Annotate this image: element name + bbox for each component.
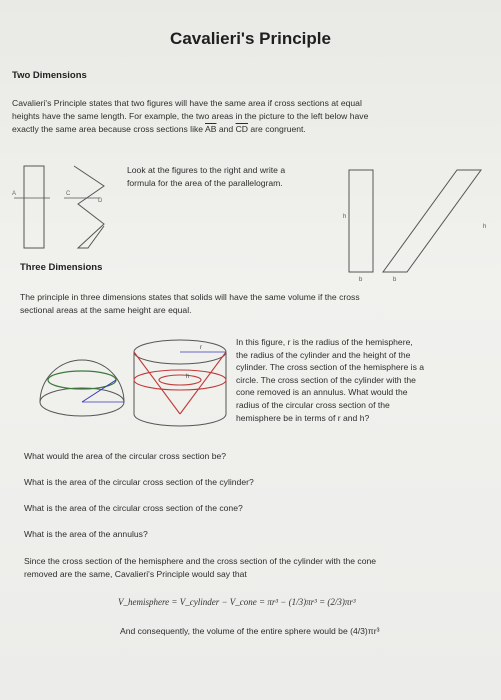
- cylinder-bottom: [134, 414, 226, 426]
- conclusion-line-2: removed are the same, Cavalieri's Principle would say that: [24, 569, 247, 579]
- label-h-rect: h: [343, 214, 347, 220]
- two-dim-line-2: heights have the same length. For example, the two areas in the picture to the left below have: [12, 111, 369, 121]
- prompt-line-2: formula for the area of the parallelogram.: [127, 178, 283, 188]
- hemisphere-outline: [40, 360, 124, 402]
- fig-desc-line-1: In this figure, r is the radius of the hemisphere,: [236, 337, 413, 347]
- fig-desc-line-5: cone removed is an annulus. What would the: [236, 387, 408, 398]
- question-2: What is the area of the circular cross section of the cylinder?: [24, 477, 254, 487]
- fig-desc-line-6: radius of the circular cross section of the: [236, 399, 390, 410]
- label-c: C: [66, 191, 71, 197]
- fig-desc-line-4: circle. The cross section of the cylinder with the: [236, 374, 416, 385]
- volume-formula: V_hemisphere = V_cylinder − V_cone = πr³ − (1/3)πr³ = (2/3)πr³: [118, 597, 356, 607]
- rectangle: [349, 170, 373, 272]
- curved-figure: [74, 166, 104, 248]
- segment-cd: $\overline{CD}$: [235, 124, 248, 134]
- hemisphere-cylinder-figure: [30, 332, 235, 437]
- three-dimensions-paragraph: [20, 291, 490, 317]
- conclusion-paragraph: [24, 555, 494, 581]
- label-d: D: [98, 198, 103, 204]
- label-b-rect: b: [359, 277, 363, 283]
- label-a: A: [12, 191, 17, 197]
- question-3: What is the area of the circular cross section of the cone?: [24, 503, 243, 513]
- segment-ab: $\overline{AB}$: [204, 124, 217, 134]
- prompt-line-1: Look at the figures to the right and write a: [127, 165, 286, 175]
- conclusion-line-1: Since the cross section of the hemisphere and the cross section of the cylinder with the cone: [24, 556, 377, 566]
- two-dim-line-1: Cavalieri's Principle states that two figures will have the same area if cross sections at equal: [12, 98, 362, 108]
- three-dim-line-1: The principle in three dimensions states that solids will have the same volume if the cross: [20, 292, 360, 302]
- label-h-parallelogram: h: [483, 224, 487, 230]
- figure-description: [236, 336, 494, 424]
- cone-left: [134, 352, 180, 414]
- rectangle-figure: [24, 166, 44, 248]
- cylinder-cross-section: [134, 370, 226, 390]
- two-dimension-figures: [8, 158, 128, 258]
- fig-desc-line-3: cylinder. The cross section of the hemisphere is a: [236, 362, 425, 373]
- two-dim-line-3: exactly the same area because cross sections like $\overline{AB}$ and $\overline{CD}$ are congruent.: [12, 124, 306, 134]
- three-dimensions-heading: Three Dimensions: [20, 262, 103, 273]
- three-dim-line-2: sectional areas at the same height are equal.: [20, 305, 192, 315]
- sphere-volume-conclusion: And consequently, the volume of the entire sphere would be (4/3)πr³: [120, 626, 380, 636]
- question-4: What is the area of the annulus?: [24, 529, 148, 539]
- two-dimensions-paragraph: [12, 97, 492, 136]
- question-1: What would the area of the circular cross section be?: [24, 451, 227, 461]
- fig-desc-line-7: hemisphere be in terms of r and h?: [236, 412, 370, 423]
- label-h-3d: h: [186, 374, 190, 380]
- parallelogram: [383, 170, 481, 272]
- cone-right: [180, 352, 226, 414]
- fig-desc-line-2: the radius of the cylinder and the height of the: [236, 349, 411, 360]
- label-b-parallelogram: b: [393, 277, 397, 283]
- rectangle-parallelogram-figure: [335, 160, 495, 285]
- two-dimensions-heading: Two Dimensions: [12, 70, 87, 81]
- hemisphere-radius-line: [82, 380, 116, 402]
- cone-cross-section: [159, 375, 201, 385]
- parallelogram-prompt: [127, 164, 347, 190]
- page-title: Cavalieri's Principle: [170, 29, 331, 48]
- label-r: r: [200, 345, 202, 351]
